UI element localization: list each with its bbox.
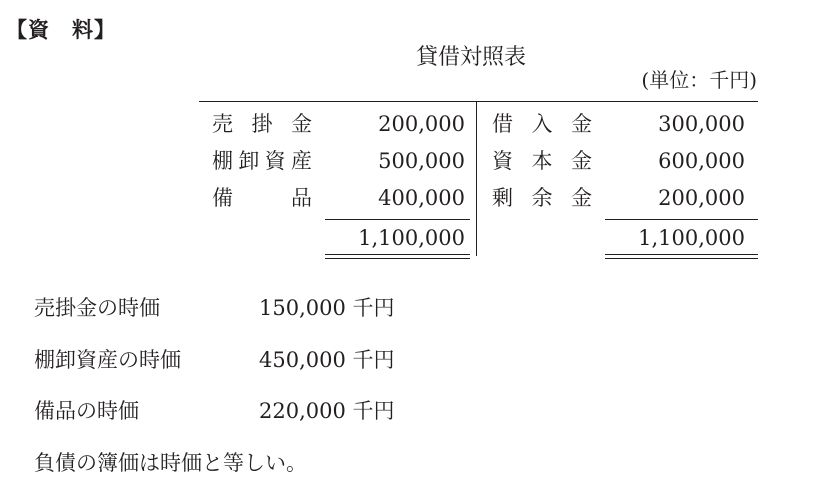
asset-amount-equipment: 400,000	[378, 186, 465, 210]
asset-label-equipment: 備品	[212, 186, 312, 210]
note-label-equipment-fair-value: 備品の時価	[34, 399, 139, 423]
right-total-double-rule	[605, 254, 758, 259]
right-total-amount: 1,100,000	[638, 226, 745, 250]
left-total-double-rule	[325, 254, 470, 259]
balance-sheet-unit: (単位：千円)	[641, 68, 757, 92]
asset-amount-inventory: 500,000	[378, 149, 465, 173]
balance-sheet-title: 貸借対照表	[416, 45, 527, 70]
asset-label-inventory: 棚卸資産	[212, 149, 312, 173]
equity-label-capital: 資本金	[492, 149, 592, 173]
left-subtotal-rule	[325, 219, 470, 220]
equity-amount-surplus: 200,000	[658, 186, 745, 210]
left-total-amount: 1,100,000	[358, 226, 465, 250]
note-value-equipment-fair-value: 220,000 千円	[259, 399, 395, 423]
note-label-receivable-fair-value: 売掛金の時価	[34, 296, 160, 320]
footer-note: 負債の簿価は時価と等しい。	[34, 451, 307, 475]
right-subtotal-rule	[605, 219, 758, 220]
asset-label-receivable: 売掛金	[212, 112, 312, 136]
table-center-divider	[476, 101, 477, 256]
note-value-inventory-fair-value: 450,000 千円	[259, 348, 395, 372]
asset-amount-receivable: 200,000	[378, 112, 465, 136]
table-top-rule	[199, 101, 758, 102]
note-value-receivable-fair-value: 150,000 千円	[259, 296, 395, 320]
liability-label-borrowings: 借入金	[492, 112, 592, 136]
equity-label-surplus: 剰余金	[492, 186, 592, 210]
equity-amount-capital: 600,000	[658, 149, 745, 173]
liability-amount-borrowings: 300,000	[658, 112, 745, 136]
note-label-inventory-fair-value: 棚卸資産の時価	[34, 348, 181, 372]
section-title: 【資 料】	[6, 17, 116, 42]
